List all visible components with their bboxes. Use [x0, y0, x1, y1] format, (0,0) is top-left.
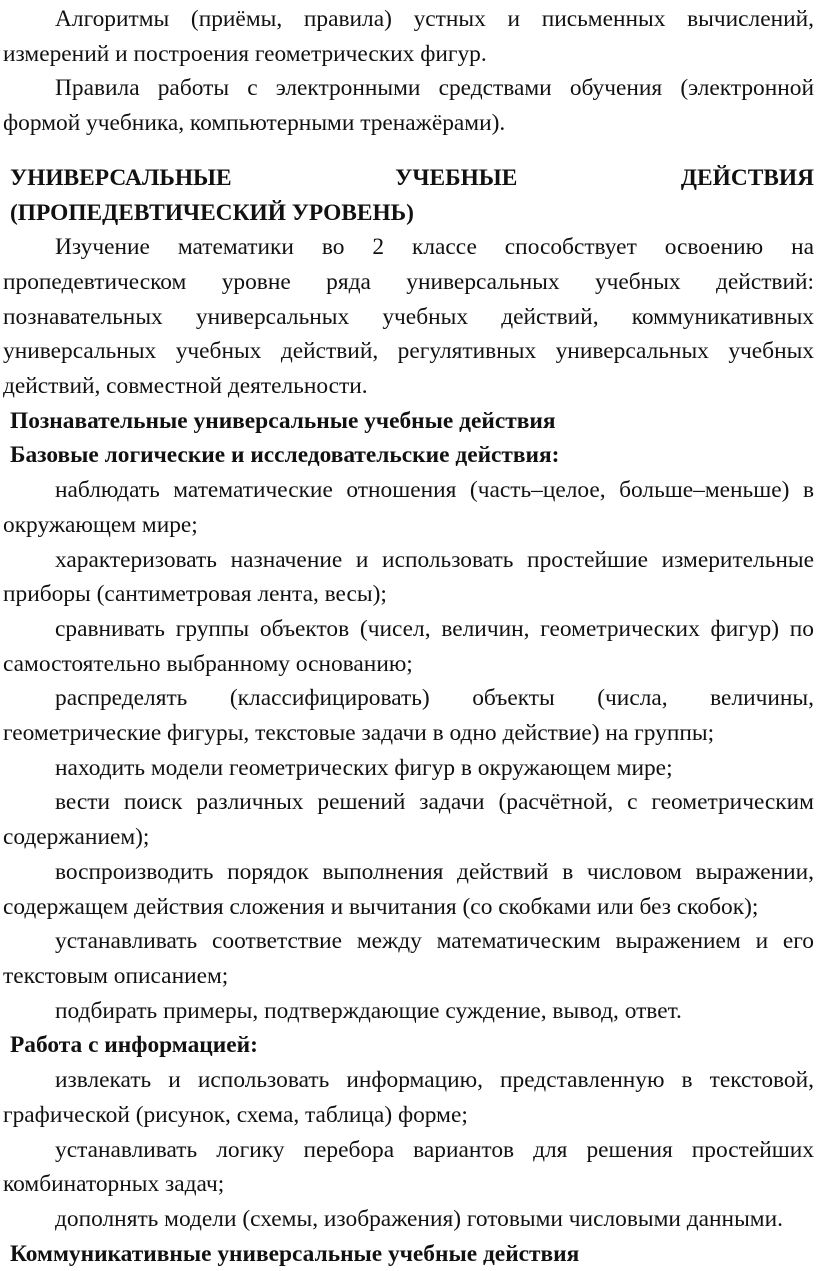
info-item-1: извлекать и использовать информацию, представленную в текстовой, графической (рисунок, схема, таблица) форме;	[3, 1067, 814, 1128]
logical-item-1: наблюдать математические отношения (часть–целое, больше–меньше) в окружающем мире;	[3, 477, 814, 538]
section-intro-paragraph: Изучение математики во 2 классе способствует освоению на пропедевтическом уровне ряда универсальных учебных действий: познавательных универсальных учебных действий, коммуникативных универсальных учебных действий, регулятивных универсальных учебных действий, совместной деятельности.	[3, 234, 814, 400]
logical-item-8: устанавливать соответствие между математическим выражением и его текстовым описанием;	[3, 928, 814, 989]
logical-item-6: вести поиск различных решений задачи (расчётной, с геометрическим содержанием);	[3, 789, 814, 851]
information-work-title: Работа с информацией:	[10, 1032, 258, 1059]
logical-item-7: воспроизводить порядок выполнения действий в числовом выражении, содержащем действия сложения и вычитания (со скобками или без скобок);	[3, 858, 814, 920]
info-item-2: устанавливать логику перебора вариантов для решения простейших комбинаторных задач;	[3, 1136, 814, 1198]
spacer	[3, 141, 814, 161]
logical-item-2: характеризовать назначение и использовать простейшие измерительные приборы (сантиметровая лента, весы);	[3, 546, 814, 608]
logical-item-9: подбирать примеры, подтверждающие суждение, вывод, ответ.	[55, 997, 682, 1024]
logical-item-3: сравнивать группы объектов (чисел, величин, геометрических фигур) по самостоятельно выбранному основанию;	[3, 615, 814, 677]
cognitive-actions-title: Познавательные универсальные учебные действия	[10, 407, 556, 434]
section-heading-line-1: УНИВЕРСАЛЬНЫЕ УЧЕБНЫЕ ДЕЙСТВИЯ	[10, 164, 814, 191]
logical-item-4: распределять (классифицировать) объекты (числа, величины, геометрические фигуры, текстовые задачи в одно действие) на группы;	[3, 685, 814, 747]
communicative-actions-title: Коммуникативные универсальные учебные действия	[10, 1240, 580, 1267]
logical-item-5: находить модели геометрических фигур в окружающем мире;	[55, 754, 673, 781]
logical-actions-title: Базовые логические и исследовательские действия:	[10, 442, 560, 469]
intro-paragraph-1: Алгоритмы (приёмы, правила) устных и письменных вычислений, измерений и построения геометрических фигур.	[3, 6, 814, 67]
info-item-3: дополнять модели (схемы, изображения) готовыми числовыми данными.	[55, 1205, 783, 1232]
intro-paragraph-2: Правила работы с электронными средствами обучения (электронной формой учебника, компьютерными тренажёрами).	[3, 75, 814, 137]
section-heading-line-2: (ПРОПЕДЕВТИЧЕСКИЙ УРОВЕНЬ)	[10, 199, 414, 226]
